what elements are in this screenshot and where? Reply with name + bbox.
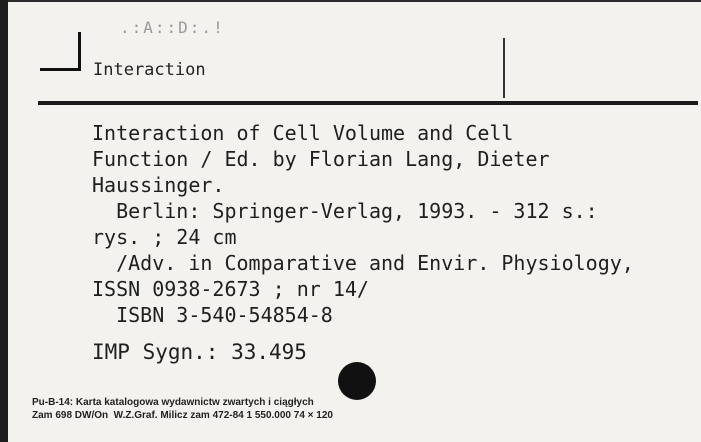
corner-mark-horizontal (40, 68, 81, 71)
entry-line-6: /Adv. in Comparative and Envir. Physiology, (92, 251, 634, 275)
entry-line-2: Function / Ed. by Florian Lang, Dieter (92, 147, 550, 171)
footer-line-1: Pu-B-14: Karta katalogowa wydawnictw zwartych i ciągłych (32, 397, 314, 408)
horizontal-rule (38, 101, 698, 105)
edge-label (0, 7, 1, 82)
entry-line-4: Berlin: Springer-Verlag, 1993. - 312 s.: (92, 199, 598, 223)
entry-line-3: Haussinger. (92, 173, 225, 197)
entry-line-1: Interaction of Cell Volume and Cell (92, 121, 514, 145)
faded-stamp-text: .:A::D:.! (120, 18, 225, 37)
card-edge-strip (0, 0, 8, 442)
call-number: IMP Sygn.: 33.495 (92, 340, 307, 364)
corner-mark-vertical (78, 32, 81, 70)
entry-line-5: rys. ; 24 cm (92, 225, 237, 249)
catalog-card (8, 2, 701, 442)
card-heading: Interaction (93, 60, 206, 80)
entry-line-8: ISBN 3-540-54854-8 (92, 303, 333, 327)
vertical-divider (503, 38, 505, 98)
entry-line-7: ISSN 0938-2673 ; nr 14/ (92, 277, 369, 301)
punch-hole (338, 362, 376, 400)
footer-line-2: Zam 698 DW/On W.Z.Graf. Milicz zam 472-84 1 550.000 74 × 120 (32, 410, 333, 421)
